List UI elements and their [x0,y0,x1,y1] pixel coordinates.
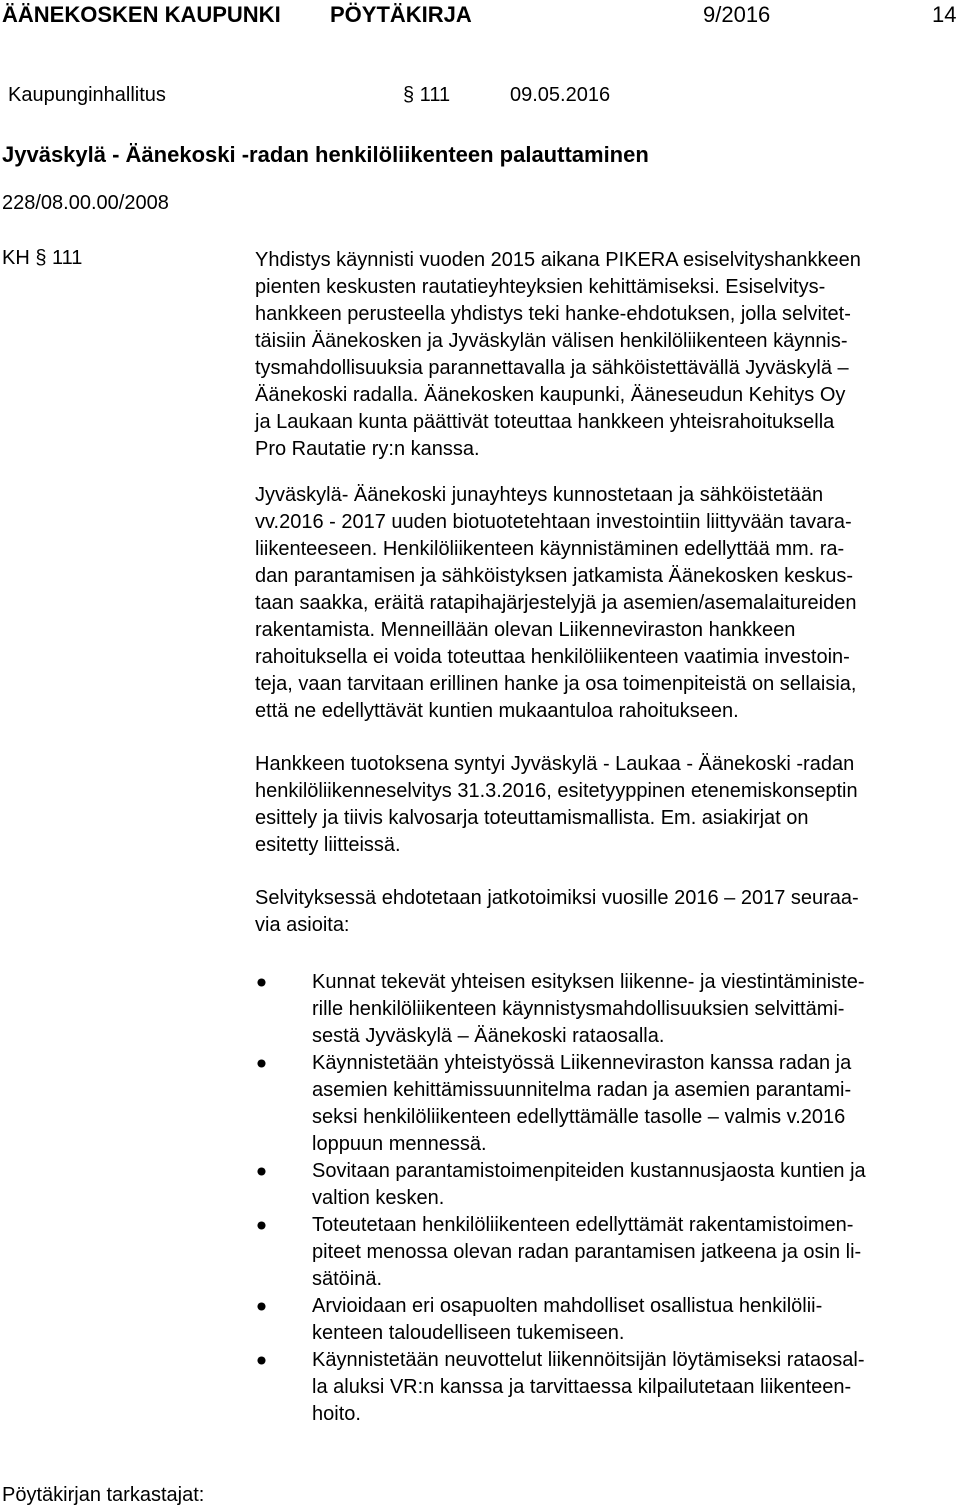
text-line: tysmahdollisuuksia parannettavalla ja sähköistettävällä Jyväskylä – [255,357,849,379]
list-item [255,1158,960,1212]
meeting-body: Kaupunginhallitus [8,84,166,106]
text-line: esitetty liitteissä. [255,834,401,856]
text-line: rille henkilöliikenteen käynnistysmahdollisuuksien selvittämi- [312,998,845,1020]
text-line: täisiin Äänekosken ja Jyväskylän välisen henkilöliikenteen käynnis- [255,330,848,352]
list-item [255,1050,960,1158]
paragraph-3 [255,751,960,859]
text-line: kenteen taloudelliseen tukemiseen. [312,1322,625,1344]
text-line: valtion kesken. [312,1187,445,1209]
list-item [255,1293,960,1347]
text-line: piteet menossa olevan radan parantamisen jatkeena ja osin li- [312,1241,862,1263]
text-line: esittely ja tiivis kalvosarja toteuttamismallista. Em. asiakirjat on [255,807,809,829]
text-line: vv.2016 - 2017 uuden biotuotetehtaan investointiin liittyvään tavara- [255,511,852,533]
paragraph-1 [255,247,960,463]
text-line: Käynnistetään yhteistyössä Liikenneviraston kanssa radan ja [312,1052,852,1074]
text-line: liikenteeseen. Henkilöliikenteen käynnistäminen edellyttää mm. ra- [255,538,845,560]
meeting-date: 09.05.2016 [510,84,611,106]
bullet-icon [255,969,267,996]
text-line: Pro Rautatie ry:n kanssa. [255,438,480,460]
text-line: rakentamista. Menneillään olevan Liikenneviraston hankkeen [255,619,796,641]
paragraph-number: § 111 [403,84,451,106]
text-line: taan saakka, eräitä ratapihajärjestelyjä ja asemien/asemalaitureiden [255,592,857,614]
action-list [255,969,960,1428]
text-line: hoito. [312,1403,361,1425]
text-line: rahoituksella ei voida toteuttaa henkilöliikenteen vaatimia investoin- [255,646,850,668]
text-line: Selvityksessä ehdotetaan jatkotoimiksi vuosille 2016 – 2017 seuraa- [255,887,859,909]
text-line: la aluksi VR:n kanssa ja tarvittaessa kilpailutetaan liikenteen- [312,1376,852,1398]
text-line: Arvioidaan eri osapuolten mahdolliset osallistua henkilölii- [312,1295,823,1317]
bullet-icon [255,1347,267,1374]
list-item [255,969,960,1050]
text-line: ja Laukaan kunta päättivät toteuttaa hankkeen yhteisrahoituksella [255,411,835,433]
list-item [255,1212,960,1293]
text-line: Käynnistetään neuvottelut liikennöitsijän löytämiseksi rataosal- [312,1349,865,1371]
text-line: Kunnat tekevät yhteisen esityksen liikenne- ja viestintäministe- [312,971,865,993]
bullet-icon [255,1293,267,1320]
text-line: pienten keskusten rautatieyhteyksien kehittämiseksi. Esiselvitys- [255,276,826,298]
reviewers-label: Pöytäkirjan tarkastajat: [2,1484,205,1506]
bullet-icon [255,1158,267,1185]
paragraph-2 [255,482,960,725]
item-body [255,247,960,1428]
text-line: henkilöliikenneselvitys 31.3.2016, esitetyyppinen etenemiskonseptin [255,780,858,802]
paragraph-4 [255,885,960,939]
text-line: hankkeen perusteella yhdistys teki hanke-ehdotuksen, jolla selvitet- [255,303,851,325]
text-line: Jyväskylä- Äänekoski junayhteys kunnostetaan ja sähköistetään [255,484,824,506]
text-line: via asioita: [255,914,350,936]
text-line: seksi henkilöliikenteen edellyttämälle tasolle – valmis v.2016 [312,1106,846,1128]
bullet-icon [255,1050,267,1077]
text-line: Sovitaan parantamistoimenpiteiden kustannusjaosta kuntien ja [312,1160,866,1182]
item-title: Jyväskylä - Äänekoski -radan henkilöliikenteen palauttaminen [2,142,649,167]
diary-number: 228/08.00.00/2008 [2,192,169,214]
text-line: sätöinä. [312,1268,383,1290]
text-line: loppuun mennessä. [312,1133,487,1155]
text-line: Toteutetaan henkilöliikenteen edellyttämät rakentamistoimen- [312,1214,854,1236]
document-number: 9/2016 [703,2,771,27]
text-line: dan parantamisen ja sähköistyksen jatkamista Äänekosken keskus- [255,565,854,587]
bullet-icon [255,1212,267,1239]
page-number: 14 [932,2,957,27]
text-line: että ne edellyttävät kuntien mukaantuloa rahoitukseen. [255,700,739,722]
text-line: sestä Jyväskylä – Äänekoski rataosalla. [312,1025,665,1047]
municipality-name: ÄÄNEKOSKEN KAUPUNKI [2,2,281,27]
text-line: teja, vaan tarvitaan erillinen hanke ja osa toimenpiteistä on sellaisia, [255,673,857,695]
text-line: Yhdistys käynnisti vuoden 2015 aikana PIKERA esiselvityshankkeen [255,249,861,271]
item-reference: KH § 111 [2,247,83,269]
document-type: PÖYTÄKIRJA [330,2,472,27]
text-line: Äänekoski radalla. Äänekosken kaupunki, Ääneseudun Kehitys Oy [255,384,846,406]
list-item [255,1347,960,1428]
text-line: Hankkeen tuotoksena syntyi Jyväskylä - Laukaa - Äänekoski -radan [255,753,855,775]
text-line: asemien kehittämissuunnitelma radan ja asemien parantami- [312,1079,852,1101]
